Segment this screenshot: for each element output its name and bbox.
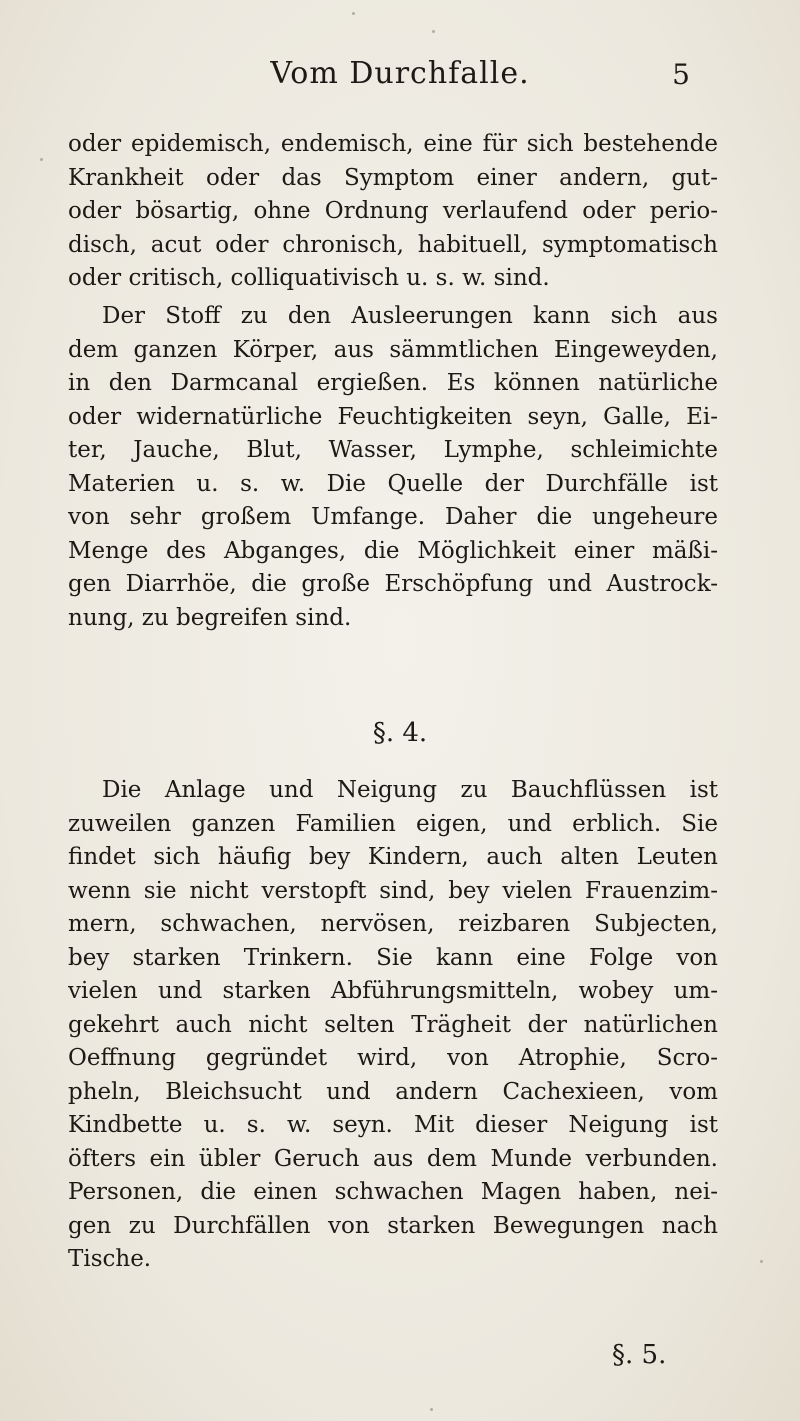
text-line: oder bösartig, ohne Ordnung verlaufend oder perio- — [68, 198, 718, 224]
paper-speck — [430, 1408, 433, 1411]
text-line: Der Stoff zu den Ausleerungen kann sich aus — [102, 303, 718, 329]
text-line: Oeffnung gegründet wird, von Atrophie, Scro- — [68, 1045, 718, 1071]
text-line: Krankheit oder das Symptom einer andern, gut- — [68, 164, 718, 191]
text-line: öfters ein übler Geruch aus dem Munde verbunden. — [68, 1145, 718, 1172]
paragraph-disposition — [68, 774, 718, 1277]
text-line: Menge des Abganges, die Möglichkeit einer mäßi- — [68, 537, 718, 564]
section-heading: §. 4. — [372, 718, 428, 748]
text-line: gekehrt auch nicht selten Trägheit der natürlichen — [68, 1011, 718, 1038]
catchword: §. 5. — [612, 1340, 667, 1370]
text-line: bey starken Trinkern. Sie kann eine Folge von — [68, 944, 718, 971]
text-line: mern, schwachen, nervösen, reizbaren Subjecten, — [68, 911, 718, 937]
text-line: pheln, Bleichsucht und andern Cachexieen, vom — [68, 1078, 718, 1105]
page-header — [0, 56, 800, 100]
text-line: ter, Jauche, Blut, Wasser, Lymphe, schleimichte — [68, 437, 718, 463]
paper-speck — [760, 1260, 763, 1263]
text-line: oder widernatürliche Feuchtigkeiten seyn, Galle, Ei- — [68, 403, 718, 430]
text-line: gen Diarrhöe, die große Erschöpfung und Austrock- — [68, 571, 718, 597]
text-line: oder epidemisch, endemisch, eine für sich bestehende — [68, 131, 718, 157]
text-line: nung, zu begreifen sind. — [68, 604, 352, 631]
text-line: dem ganzen Körper, aus sämmtlichen Eingeweyden, — [68, 336, 718, 363]
text-line: wenn sie nicht verstopft sind, bey vielen Frauenzim- — [68, 877, 718, 904]
text-line: von sehr großem Umfange. Daher die ungeheure — [68, 504, 718, 530]
paragraph-continuation — [68, 128, 718, 296]
paper-speck — [352, 12, 355, 15]
paragraph-sources — [68, 300, 718, 635]
text-line: Materien u. s. w. Die Quelle der Durchfälle ist — [68, 470, 718, 497]
text-line: disch, acut oder chronisch, habituell, symptomatisch — [68, 231, 718, 258]
text-line: findet sich häufig bey Kindern, auch alten Leuten — [68, 844, 718, 870]
paper-speck — [40, 158, 43, 161]
text-line: Personen, die einen schwachen Magen haben, nei- — [68, 1179, 718, 1205]
text-line: Tische. — [68, 1246, 152, 1272]
text-line: Die Anlage und Neigung zu Bauchflüssen ist — [102, 777, 718, 803]
text-line: oder critisch, colliquativisch u. s. w. sind. — [68, 265, 550, 291]
text-line: gen zu Durchfällen von starken Bewegungen nach — [68, 1212, 718, 1239]
text-line: vielen und starken Abführungsmitteln, wobey um- — [68, 978, 718, 1004]
paper-speck — [432, 30, 435, 33]
text-line: in den Darmcanal ergießen. Es können natürliche — [68, 370, 718, 396]
running-head: Vom Durchfalle. — [270, 56, 530, 91]
text-line: zuweilen ganzen Familien eigen, und erblich. Sie — [68, 810, 718, 837]
text-line: Kindbette u. s. w. seyn. Mit dieser Neigung ist — [68, 1112, 718, 1138]
page-number: 5 — [672, 58, 690, 91]
